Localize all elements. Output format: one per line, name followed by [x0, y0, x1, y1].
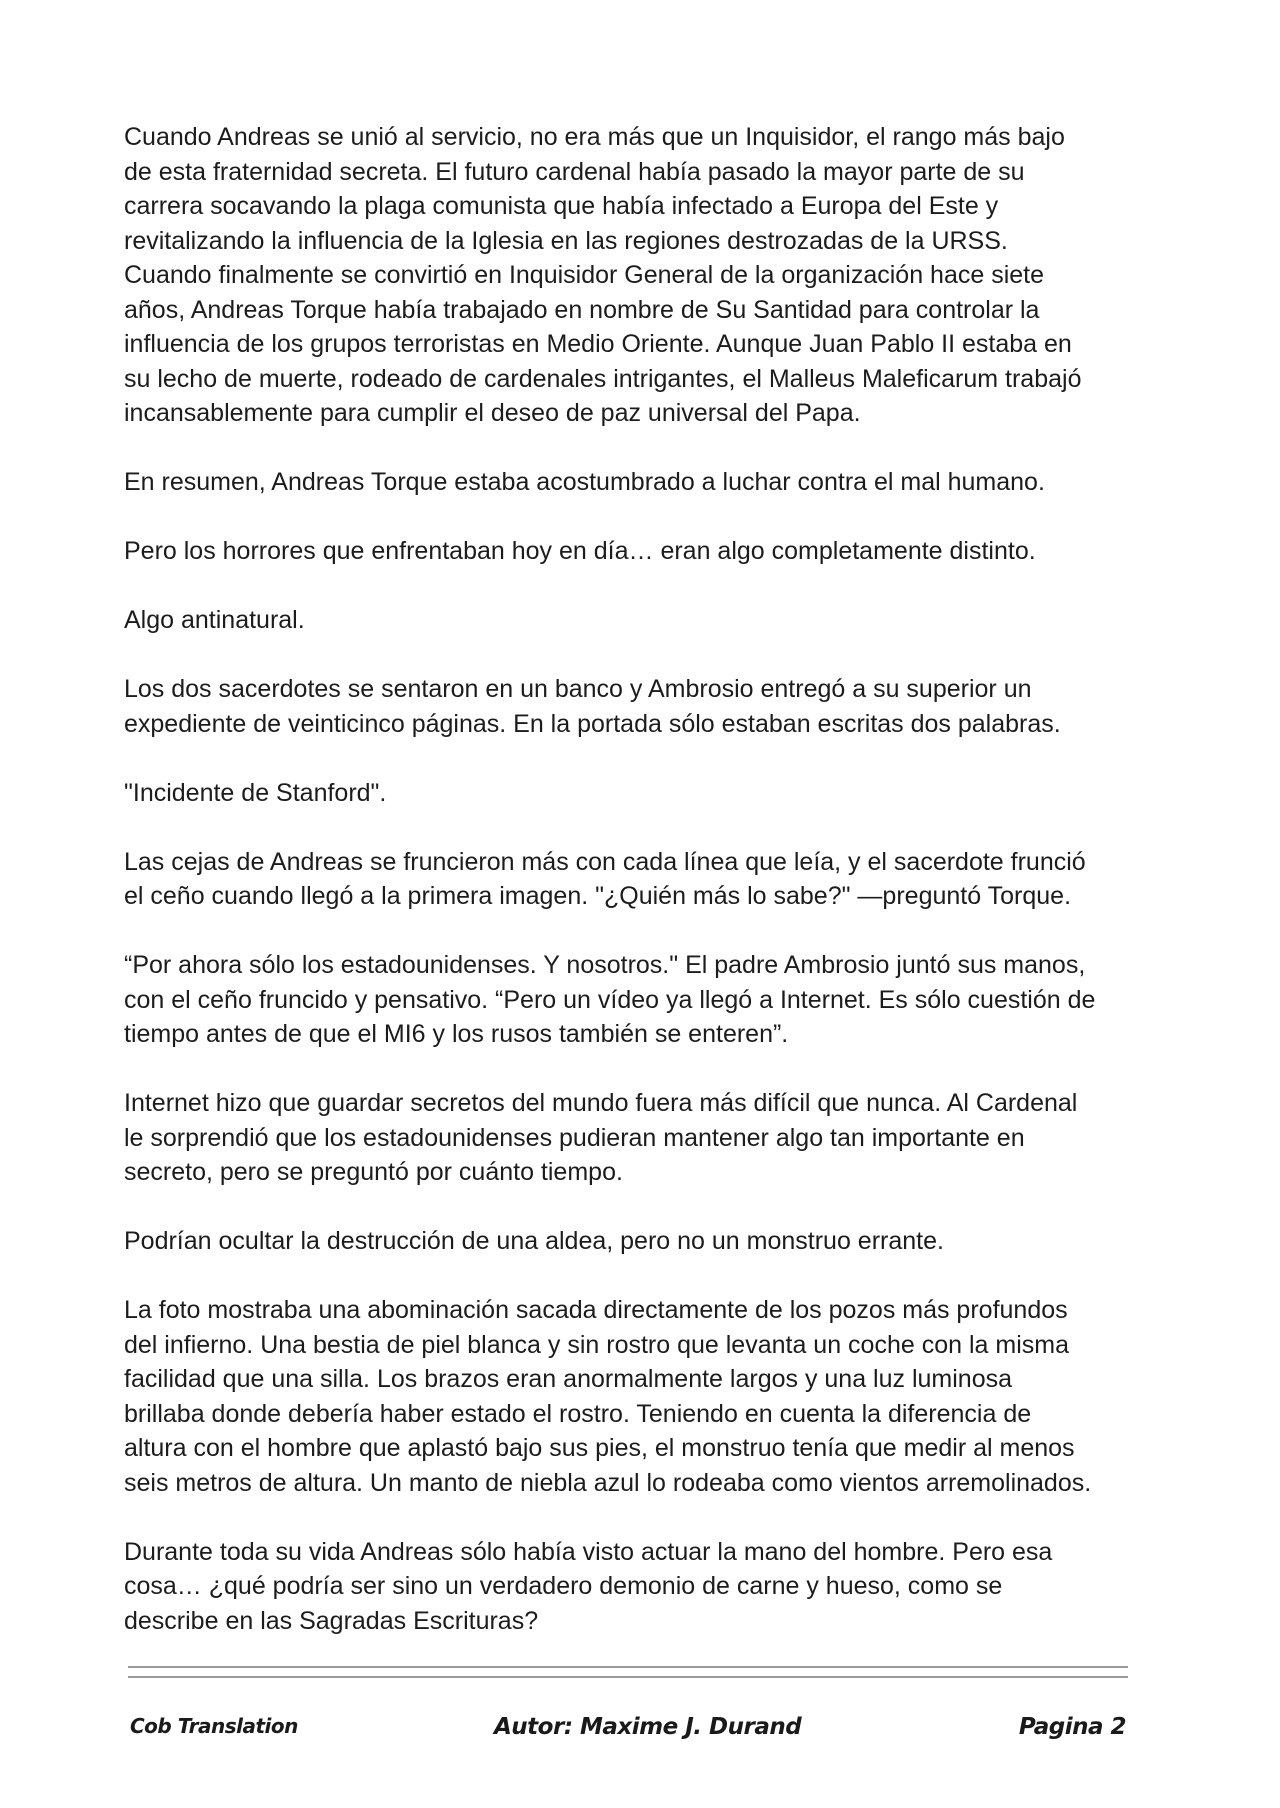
paragraph: [124, 1086, 1164, 1190]
paragraph: [124, 845, 1164, 914]
paragraph: [124, 1293, 1164, 1500]
paragraph: [124, 948, 1164, 1052]
text-line: secreto, pero se preguntó por cuánto tiempo.: [124, 1158, 623, 1186]
text-line: carrera socavando la plaga comunista que había infectado a Europa del Este y: [124, 192, 999, 220]
text-line: cosa… ¿qué podría ser sino un verdadero demonio de carne y hueso, como se: [124, 1572, 1003, 1600]
footer-page-number: Pagina 2: [1018, 1714, 1126, 1740]
paragraph: [124, 1535, 1164, 1639]
text-line: Algo antinatural.: [124, 606, 305, 634]
text-line: el ceño cuando llegó a la primera imagen. "¿Quién más lo sabe?" —preguntó Torque.: [124, 882, 1072, 910]
body-text: [124, 120, 1164, 1673]
text-line: del infierno. Una bestia de piel blanca y sin rostro que levanta un coche con la misma: [124, 1330, 1069, 1359]
footer-divider: [128, 1666, 1128, 1680]
text-line: En resumen, Andreas Torque estaba acostumbrado a luchar contra el mal humano.: [124, 468, 1045, 496]
text-line: años, Andreas Torque había trabajado en nombre de Su Santidad para controlar la: [124, 295, 1040, 324]
paragraph: [124, 120, 1164, 431]
footer-rule-bottom: [128, 1676, 1128, 1678]
text-line: Las cejas de Andreas se fruncieron más con cada línea que leía, y el sacerdote frunció: [124, 847, 1086, 876]
page-footer: [130, 1714, 1126, 1746]
text-line: Pero los horrores que enfrentaban hoy en día… eran algo completamente distinto.: [124, 537, 1036, 565]
text-line: expediente de veinticinco páginas. En la portada sólo estaban escritas dos palabras.: [124, 709, 1061, 738]
paragraph: [124, 603, 1164, 638]
text-line: facilidad que una silla. Los brazos eran anormalmente largos y una luz luminosa: [124, 1365, 1013, 1393]
text-line: brillaba donde debería haber estado el rostro. Teniendo en cuenta la diferencia de: [124, 1399, 1032, 1428]
text-line: revitalizando la influencia de la Iglesia en las regiones destrozadas de la URSS.: [124, 226, 1008, 255]
footer-translator: Cob Translation: [130, 1714, 298, 1738]
paragraph: [124, 534, 1164, 569]
text-line: “Por ahora sólo los estadounidenses. Y nosotros." El padre Ambrosio juntó sus manos,: [124, 951, 1086, 979]
text-line: Podrían ocultar la destrucción de una aldea, pero no un monstruo errante.: [124, 1227, 944, 1255]
text-line: Cuando finalmente se convirtió en Inquisidor General de la organización hace siete: [124, 261, 1045, 289]
text-line: incansablemente para cumplir el deseo de paz universal del Papa.: [124, 399, 861, 427]
paragraph: [124, 672, 1164, 741]
footer-rule-top: [128, 1666, 1128, 1668]
text-line: La foto mostraba una abominación sacada directamente de los pozos más profundos: [124, 1296, 1068, 1324]
text-line: "Incidente de Stanford".: [124, 778, 387, 807]
text-line: tiempo antes de que el MI6 y los rusos también se enteren”.: [124, 1020, 789, 1048]
text-line: Cuando Andreas se unió al servicio, no era más que un Inquisidor, el rango más bajo: [124, 123, 1065, 151]
paragraph: [124, 1224, 1164, 1259]
text-line: le sorprendió que los estadounidenses pudieran mantener algo tan importante en: [124, 1123, 1025, 1152]
text-line: altura con el hombre que aplastó bajo sus pies, el monstruo tenía que medir al menos: [124, 1434, 1075, 1462]
text-line: seis metros de altura. Un manto de niebla azul lo rodeaba como vientos arremolinados.: [124, 1468, 1092, 1497]
text-line: de esta fraternidad secreta. El futuro cardenal había pasado la mayor parte de su: [124, 157, 1025, 186]
text-line: Internet hizo que guardar secretos del mundo fuera más difícil que nunca. Al Cardenal: [124, 1089, 1078, 1117]
paragraph: [124, 776, 1164, 811]
paragraph: [124, 465, 1164, 500]
text-line: influencia de los grupos terroristas en Medio Oriente. Aunque Juan Pablo II estaba en: [124, 330, 1072, 358]
text-line: su lecho de muerte, rodeado de cardenales intrigantes, el Malleus Maleficarum trabajó: [124, 364, 1082, 393]
text-line: describe en las Sagradas Escrituras?: [124, 1606, 539, 1635]
text-line: Durante toda su vida Andreas sólo había visto actuar la mano del hombre. Pero esa: [124, 1537, 1053, 1566]
text-line: con el ceño fruncido y pensativo. “Pero un vídeo ya llegó a Internet. Es sólo cuestión de: [124, 985, 1096, 1014]
text-line: Los dos sacerdotes se sentaron en un banco y Ambrosio entregó a su superior un: [124, 675, 1032, 703]
footer-author: Autor: Maxime J. Durand: [494, 1714, 802, 1740]
